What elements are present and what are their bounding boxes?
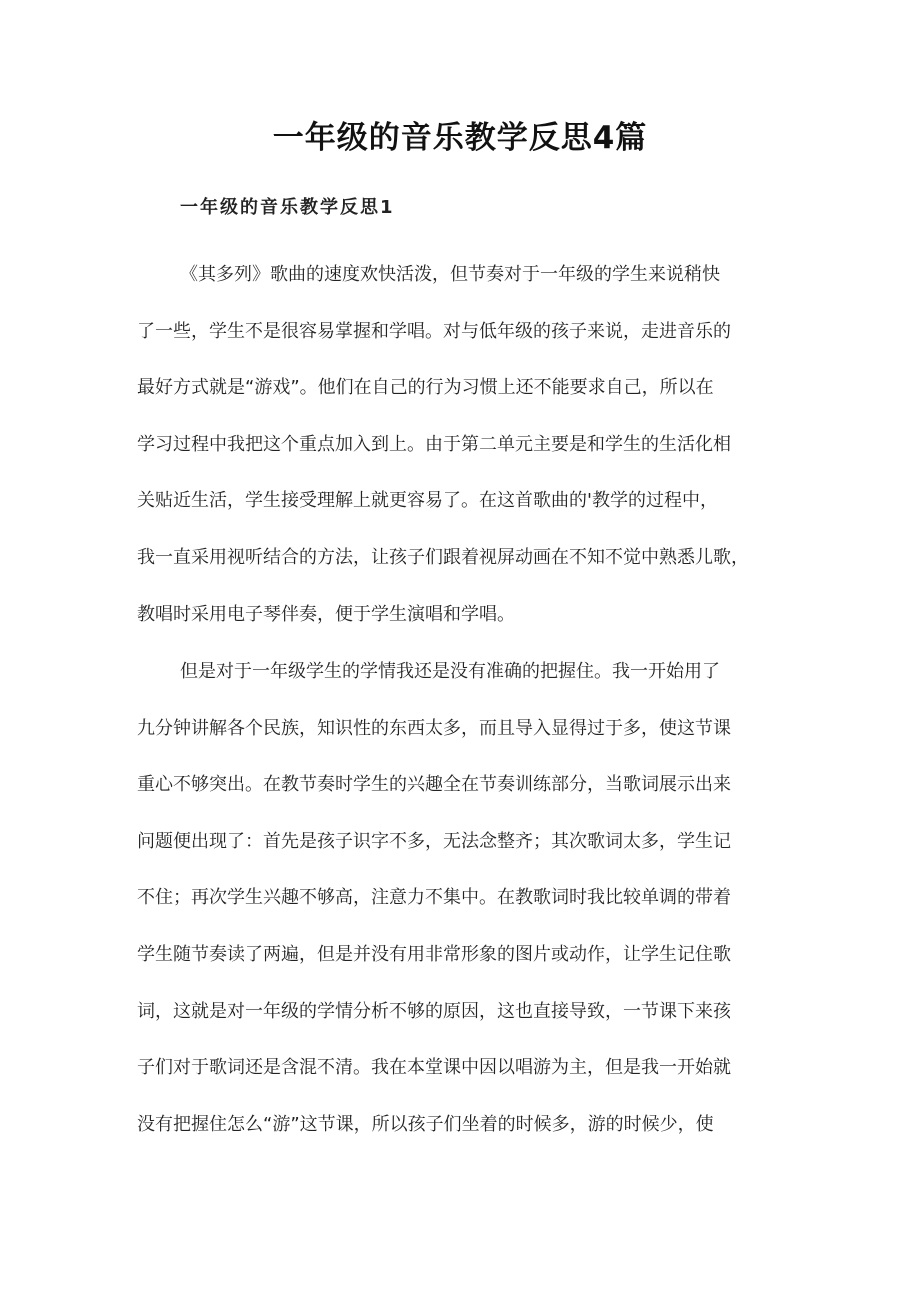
paragraph-line: 学习过程中我把这个重点加入到上。由于第二单元主要是和学生的生活化相	[137, 433, 731, 455]
paragraph-line: 不住；再次学生兴趣不够高，注意力不集中。在教歌词时我比较单调的带着	[137, 887, 731, 909]
paragraph-line: 教唱时采用电子琴伴奏，便于学生演唱和学唱。	[137, 603, 515, 625]
document-title: 一年级的音乐教学反思4篇	[272, 120, 648, 156]
paragraph-line: 我一直采用视听结合的方法，让孩子们跟着视屏动画在不知不觉中熟悉儿歌，	[137, 546, 749, 568]
paragraph-line: 没有把握住怎么“游”这节课，所以孩子们坐着的时候多，游的时候少，使	[137, 1113, 714, 1135]
section-heading: 一年级的音乐教学反思1	[180, 197, 395, 218]
paragraph-1	[137, 247, 797, 643]
paragraph-line: 《其多列》歌曲的速度欢快活泼，但节奏对于一年级的学生来说稍快	[180, 264, 720, 285]
paragraph-line: 九分钟讲解各个民族，知识性的东西太多，而且导入显得过于多，使这节课	[137, 717, 731, 739]
paragraph-line: 重心不够突出。在教节奏时学生的兴趣全在节奏训练部分，当歌词展示出来	[137, 774, 731, 796]
paragraph-line: 子们对于歌词还是含混不清。我在本堂课中因以唱游为主，但是我一开始就	[137, 1057, 731, 1079]
paragraph-2	[137, 644, 797, 1153]
paragraph-line: 但是对于一年级学生的学情我还是没有准确的把握住。我一开始用了	[180, 661, 720, 682]
paragraph-line: 关贴近生活，学生接受理解上就更容易了。在这首歌曲的'教学的过程中，	[137, 490, 718, 512]
paragraph-line: 问题便出现了：首先是孩子识字不多，无法念整齐；其次歌词太多，学生记	[137, 830, 731, 852]
paragraph-line: 词，这就是对一年级的学情分析不够的原因，这也直接导致，一节课下来孩	[137, 1000, 731, 1022]
paragraph-line: 学生随节奏读了两遍，但是并没有用非常形象的图片或动作，让学生记住歌	[137, 943, 731, 965]
paragraph-line: 最好方式就是“游戏”。他们在自己的行为习惯上还不能要求自己，所以在	[137, 377, 714, 399]
paragraph-line: 了一些，学生不是很容易掌握和学唱。对与低年级的孩子来说，走进音乐的	[137, 320, 731, 342]
